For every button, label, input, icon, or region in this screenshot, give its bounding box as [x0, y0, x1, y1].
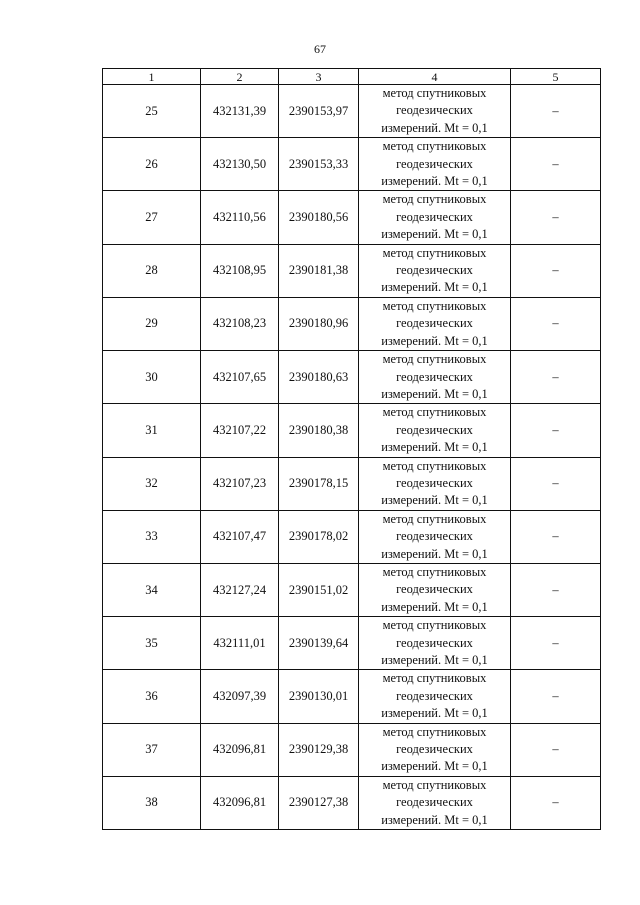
y-coordinate-cell: 2390127,38 [279, 776, 359, 829]
method-cell [359, 138, 511, 191]
coordinates-table [102, 68, 601, 830]
method-line: измерений. Mt = 0,1 [381, 706, 488, 721]
method-line: метод спутниковых [382, 618, 487, 633]
note-cell: – [511, 723, 601, 776]
method-line: геодезических [396, 103, 473, 118]
x-coordinate-cell: 432130,50 [201, 138, 279, 191]
table-row [103, 85, 601, 138]
note-cell: – [511, 457, 601, 510]
note-cell: – [511, 138, 601, 191]
method-cell [359, 191, 511, 244]
method-cell [359, 297, 511, 350]
method-cell [359, 510, 511, 563]
x-coordinate-cell: 432127,24 [201, 563, 279, 616]
point-number-cell: 25 [103, 85, 201, 138]
method-line: метод спутниковых [382, 139, 487, 154]
note-cell: – [511, 351, 601, 404]
method-line: метод спутниковых [382, 564, 487, 579]
method-line: геодезических [396, 795, 473, 810]
method-line: геодезических [396, 688, 473, 703]
x-coordinate-cell: 432110,56 [201, 191, 279, 244]
y-coordinate-cell: 2390129,38 [279, 723, 359, 776]
y-coordinate-cell: 2390178,02 [279, 510, 359, 563]
method-line: метод спутниковых [382, 405, 487, 420]
method-line: измерений. Mt = 0,1 [381, 440, 488, 455]
x-coordinate-cell: 432107,22 [201, 404, 279, 457]
method-line: геодезических [396, 742, 473, 757]
x-coordinate-cell: 432107,65 [201, 351, 279, 404]
note-cell: – [511, 617, 601, 670]
method-cell [359, 457, 511, 510]
method-line: геодезических [396, 369, 473, 384]
y-coordinate-cell: 2390153,97 [279, 85, 359, 138]
y-coordinate-cell: 2390180,63 [279, 351, 359, 404]
method-cell [359, 351, 511, 404]
table-row [103, 563, 601, 616]
method-line: геодезических [396, 582, 473, 597]
point-number-cell: 33 [103, 510, 201, 563]
y-coordinate-cell: 2390151,02 [279, 563, 359, 616]
point-number-cell: 35 [103, 617, 201, 670]
y-coordinate-cell: 2390180,96 [279, 297, 359, 350]
method-cell [359, 723, 511, 776]
point-number-cell: 27 [103, 191, 201, 244]
note-cell: – [511, 191, 601, 244]
point-number-cell: 31 [103, 404, 201, 457]
x-coordinate-cell: 432096,81 [201, 723, 279, 776]
x-coordinate-cell: 432108,23 [201, 297, 279, 350]
table-row [103, 723, 601, 776]
table-row [103, 297, 601, 350]
y-coordinate-cell: 2390139,64 [279, 617, 359, 670]
note-cell: – [511, 776, 601, 829]
note-cell: – [511, 244, 601, 297]
method-line: измерений. Mt = 0,1 [381, 120, 488, 135]
point-number-cell: 37 [103, 723, 201, 776]
table-row [103, 351, 601, 404]
note-cell: – [511, 670, 601, 723]
method-line: метод спутниковых [382, 86, 487, 100]
method-line: метод спутниковых [382, 192, 487, 207]
table-row [103, 617, 601, 670]
point-number-cell: 30 [103, 351, 201, 404]
header-row [103, 69, 601, 85]
method-line: измерений. Mt = 0,1 [381, 546, 488, 561]
y-coordinate-cell: 2390130,01 [279, 670, 359, 723]
header-cell-4: 4 [359, 69, 511, 85]
x-coordinate-cell: 432111,01 [201, 617, 279, 670]
method-cell [359, 85, 511, 138]
method-line: геодезических [396, 263, 473, 278]
header-cell-5: 5 [511, 69, 601, 85]
method-line: геодезических [396, 422, 473, 437]
point-number-cell: 38 [103, 776, 201, 829]
header-cell-3: 3 [279, 69, 359, 85]
method-line: измерений. Mt = 0,1 [381, 227, 488, 242]
point-number-cell: 34 [103, 563, 201, 616]
note-cell: – [511, 297, 601, 350]
method-line: геодезических [396, 316, 473, 331]
method-line: геодезических [396, 156, 473, 171]
table-row [103, 191, 601, 244]
table-row [103, 244, 601, 297]
method-cell [359, 617, 511, 670]
method-line: метод спутниковых [382, 777, 487, 792]
method-cell [359, 776, 511, 829]
method-line: геодезических [396, 635, 473, 650]
method-line: геодезических [396, 529, 473, 544]
method-cell [359, 563, 511, 616]
table-row [103, 457, 601, 510]
note-cell: – [511, 510, 601, 563]
method-line: измерений. Mt = 0,1 [381, 386, 488, 401]
method-line: измерений. Mt = 0,1 [381, 174, 488, 189]
method-cell [359, 244, 511, 297]
table-row [103, 138, 601, 191]
x-coordinate-cell: 432107,23 [201, 457, 279, 510]
point-number-cell: 36 [103, 670, 201, 723]
method-line: геодезических [396, 209, 473, 224]
table-body [103, 85, 601, 830]
y-coordinate-cell: 2390181,38 [279, 244, 359, 297]
method-line: измерений. Mt = 0,1 [381, 493, 488, 508]
point-number-cell: 26 [103, 138, 201, 191]
method-line: геодезических [396, 475, 473, 490]
y-coordinate-cell: 2390180,38 [279, 404, 359, 457]
table-row [103, 404, 601, 457]
point-number-cell: 32 [103, 457, 201, 510]
x-coordinate-cell: 432096,81 [201, 776, 279, 829]
point-number-cell: 28 [103, 244, 201, 297]
table-row [103, 776, 601, 829]
method-line: метод спутниковых [382, 245, 487, 260]
method-line: измерений. Mt = 0,1 [381, 812, 488, 827]
y-coordinate-cell: 2390153,33 [279, 138, 359, 191]
method-line: метод спутниковых [382, 724, 487, 739]
x-coordinate-cell: 432097,39 [201, 670, 279, 723]
page-number: 67 [314, 42, 326, 56]
method-line: измерений. Mt = 0,1 [381, 280, 488, 295]
header-cell-2: 2 [201, 69, 279, 85]
x-coordinate-cell: 432107,47 [201, 510, 279, 563]
method-line: измерений. Mt = 0,1 [381, 759, 488, 774]
x-coordinate-cell: 432108,95 [201, 244, 279, 297]
note-cell: – [511, 404, 601, 457]
method-line: измерений. Mt = 0,1 [381, 599, 488, 614]
method-line: метод спутниковых [382, 352, 487, 367]
method-line: метод спутниковых [382, 511, 487, 526]
y-coordinate-cell: 2390178,15 [279, 457, 359, 510]
method-line: метод спутниковых [382, 298, 487, 313]
method-line: метод спутниковых [382, 458, 487, 473]
note-cell: – [511, 85, 601, 138]
method-line: измерений. Mt = 0,1 [381, 333, 488, 348]
method-line: измерений. Mt = 0,1 [381, 653, 488, 667]
method-cell [359, 404, 511, 457]
table-row [103, 510, 601, 563]
y-coordinate-cell: 2390180,56 [279, 191, 359, 244]
method-cell [359, 670, 511, 723]
table-row [103, 670, 601, 723]
method-line: метод спутниковых [382, 671, 487, 686]
point-number-cell: 29 [103, 297, 201, 350]
note-cell: – [511, 563, 601, 616]
x-coordinate-cell: 432131,39 [201, 85, 279, 138]
header-cell-1: 1 [103, 69, 201, 85]
